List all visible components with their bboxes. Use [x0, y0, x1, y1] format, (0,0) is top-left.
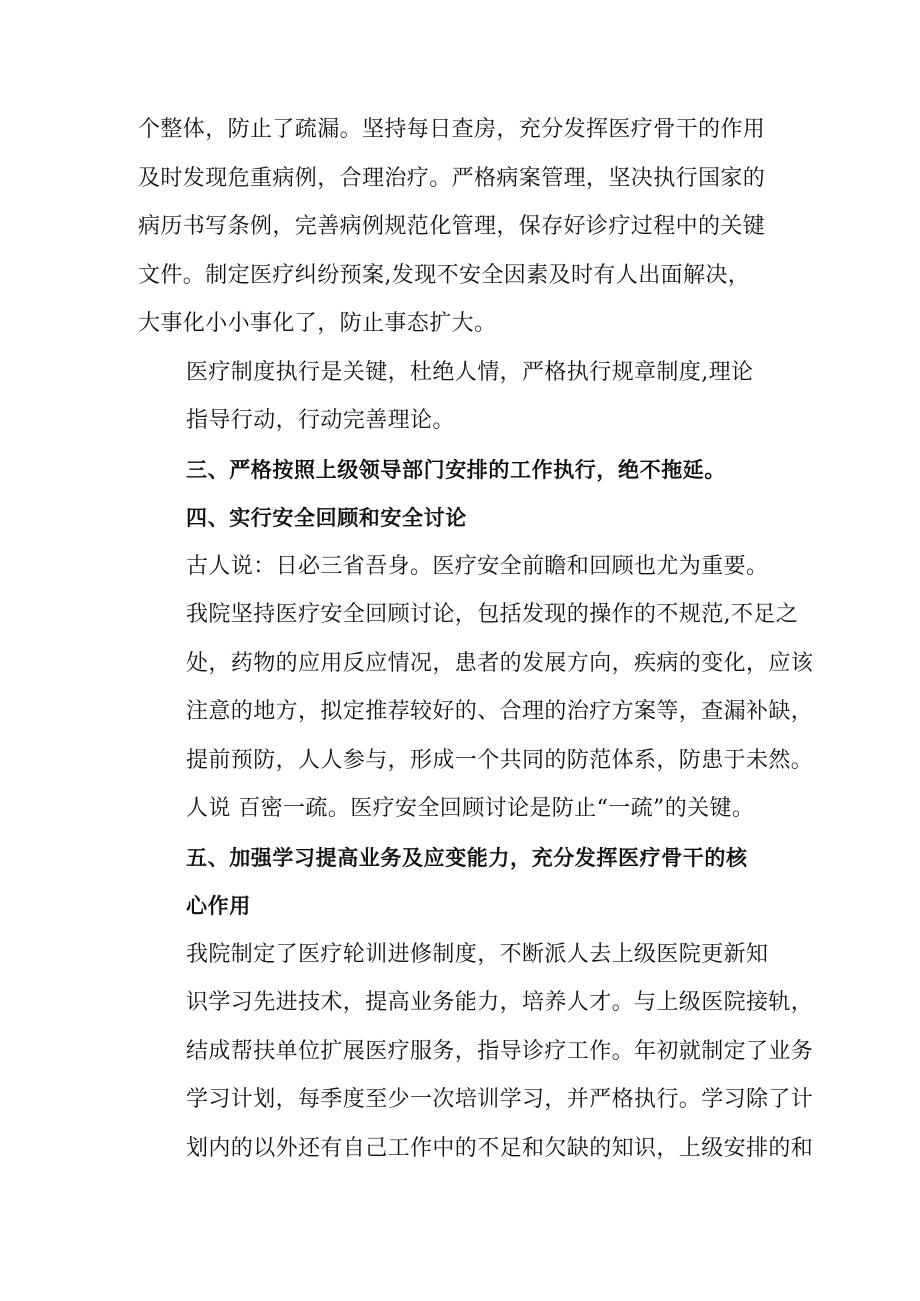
text-line: 处，药物的应用反应情况，患者的发展方向，疾病的变化，应该	[186, 650, 814, 676]
text-line: 个整体，防止了疏漏。坚持每日查房，充分发挥医疗骨干的作用	[138, 117, 766, 142]
text-line: 指导行动，行动完善理论。	[186, 408, 455, 433]
text-line: 病历书写条例，完善病例规范化管理，保存好诊疗过程中的关键	[138, 214, 766, 239]
text-line: 三、严格按照上级领导部门安排的工作执行，绝不拖延。	[186, 457, 726, 482]
text-line: 古人说：日必三省吾身。医疗安全前瞻和回顾也尤为重要。	[186, 553, 769, 579]
text-line: 学习计划，每季度至少一次培训学习，并严格执行。学习除了计	[186, 1087, 814, 1112]
text-line: 结成帮扶单位扩展医疗服务，指导诊疗工作。年初就制定了业务	[186, 1038, 814, 1064]
section-heading	[138, 446, 798, 495]
text-line: 大事化小小事化了，防止事态扩大。	[138, 311, 497, 336]
body-paragraph	[138, 931, 814, 1174]
text-line: 心作用	[186, 894, 251, 918]
text-line: 五、加强学习提高业务及应变能力，充分发挥医疗骨干的核	[186, 845, 748, 870]
text-line: 及时发现危重病例，合理治疗。严格病案管理，坚决执行国家的	[138, 165, 766, 191]
document-body	[138, 106, 814, 1173]
text-line: 我院制定了医疗轮训进修制度，不断派人去上级医院更新知	[186, 941, 769, 967]
section-heading	[138, 834, 798, 931]
text-line: 我院坚持医疗安全回顾讨论，包括发现的操作的不规范,不足之	[186, 602, 799, 627]
body-paragraph	[138, 349, 798, 446]
body-paragraph	[138, 543, 814, 786]
text-line: 划内的以外还有自己工作中的不足和欠缺的知识，上级安排的和	[186, 1135, 814, 1161]
section-heading	[138, 494, 798, 543]
text-line: 医疗制度执行是关键，杜绝人情，严格执行规章制度,理论	[186, 359, 754, 385]
body-paragraph	[138, 106, 798, 349]
text-line: 四、实行安全回顾和安全讨论	[186, 506, 467, 530]
text-line: 提前预防，人人参与，形成一个共同的防范体系，防患于未然。	[186, 747, 814, 773]
text-line: 注意的地方，拟定推荐较好的、合理的治疗方案等，查漏补缺，	[186, 699, 814, 724]
body-paragraph	[138, 785, 798, 834]
text-line: 识学习先进技术，提高业务能力，培养人才。与上级医院接轨，	[186, 990, 814, 1015]
text-line: 人说 百密一疏。医疗安全回顾讨论是防止“一疏”的关键。	[186, 796, 755, 821]
text-line: 文件。制定医疗纠纷预案,发现不安全因素及时有人出面解决，	[138, 262, 751, 288]
